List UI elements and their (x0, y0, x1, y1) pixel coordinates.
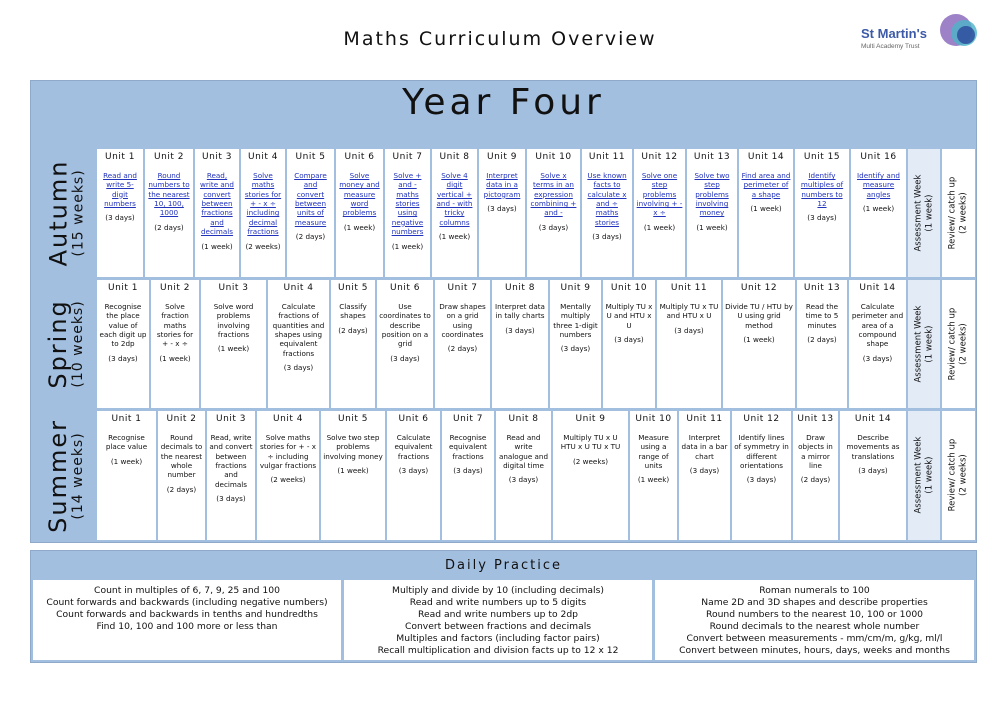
unit-cell (201, 280, 266, 408)
unit-description: Draw objects in a mirror line (798, 433, 833, 471)
unit-label: Unit 6 (344, 152, 375, 162)
unit-duration: (1 week) (637, 475, 670, 485)
unit-duration: (1 week) (343, 222, 376, 232)
unit-description: Multiply TU x U and HTU x U (605, 302, 653, 330)
daily-practice-item: Read and write numbers up to 5 digits (409, 596, 587, 608)
unit-duration: (1 week) (337, 466, 369, 476)
unit-cell (97, 149, 143, 277)
unit-duration: (3 days) (746, 475, 777, 485)
daily-practice-item: Multiply and divide by 10 (including decimals) (392, 585, 604, 596)
unit-cell (377, 280, 433, 408)
unit-description: Recognise the place value of each digit up to 2dp (99, 302, 147, 349)
unit-description: Solve maths stories for + - x ÷ including vulgar fractions (259, 433, 317, 471)
unit-duration: (2 weeks) (270, 475, 306, 485)
unit-description[interactable]: Solve x terms in an expression combining + and - (530, 171, 577, 218)
unit-description[interactable]: Solve two step problems involving money (694, 171, 730, 218)
unit-duration: (1 week) (391, 241, 424, 251)
review-catch-up-cell-label: Review/ catch up (947, 439, 958, 512)
unit-duration: (3 days) (614, 335, 644, 345)
unit-description: Solve fraction maths stories for + - x ÷ (156, 302, 194, 349)
unit-description: Recognise place value (105, 433, 148, 452)
unit-duration: (3 days) (216, 494, 246, 504)
unit-duration: (2 days) (447, 344, 478, 354)
unit-label: Unit 13 (797, 414, 834, 424)
daily-practice-column (33, 580, 341, 660)
unit-cell (435, 280, 490, 408)
unit-description: Draw shapes on a grid using coordinates (439, 302, 486, 340)
review-catch-up-cell-label: Review/ catch up (947, 176, 958, 250)
review-catch-up-cell (942, 411, 975, 540)
unit-cell (158, 411, 205, 540)
unit-duration: (3 days) (592, 232, 622, 242)
term-name: Summer (44, 418, 73, 533)
unit-label: Unit 4 (273, 414, 303, 424)
unit-label: Unit 3 (218, 283, 249, 293)
unit-description: Multiply TU x U HTU x U TU x TU (560, 433, 621, 452)
daily-practice-item: Name 2D and 3D shapes and describe properties (701, 596, 928, 608)
unit-cell (793, 411, 838, 540)
unit-duration: (2 weeks) (572, 456, 609, 466)
unit-label: Unit 12 (641, 152, 678, 162)
review-catch-up-cell (942, 280, 975, 408)
daily-practice-column (655, 580, 974, 660)
daily-practice-item: Count forwards and backwards in tenths and hundredths (56, 608, 318, 620)
unit-cell (849, 280, 906, 408)
unit-duration: (2 days) (338, 325, 368, 335)
unit-label: Unit 3 (216, 414, 246, 424)
unit-description: Read the time to 5 minutes (805, 302, 839, 330)
unit-duration: (3 days) (560, 344, 591, 354)
unit-duration: (2 days) (807, 335, 837, 345)
review-catch-up-cell-text (947, 177, 969, 250)
logo-subtitle: Multi Academy Trust (861, 43, 920, 50)
unit-cell (331, 280, 375, 408)
assessment-week-cell-duration: (1 week) (924, 456, 935, 495)
unit-duration: (3 days) (538, 222, 569, 232)
unit-description[interactable]: Solve + and - maths stories using negative numbers (391, 171, 424, 237)
term-label-text (46, 419, 86, 533)
assessment-week-cell (908, 411, 940, 540)
unit-label: Unit 13 (693, 152, 731, 162)
assessment-week-cell-label: Assessment Week (912, 174, 923, 252)
unit-cell (207, 411, 255, 540)
unit-label: Unit 12 (740, 283, 778, 293)
unit-label: Unit 13 (803, 283, 841, 293)
daily-practice-item: Roman numerals to 100 (759, 585, 870, 596)
unit-label: Unit 2 (160, 283, 190, 293)
unit-duration: (3 days) (487, 204, 517, 214)
unit-label: Unit 2 (166, 414, 197, 424)
unit-duration: (3 days) (283, 363, 314, 373)
page-title: Maths Curriculum Overview (343, 28, 657, 50)
assessment-week-cell-text (913, 306, 935, 383)
unit-description: Round decimals to the nearest whole number (160, 433, 203, 480)
logo-name: St Martin's (861, 26, 927, 41)
unit-description: Measure using a range of units (638, 433, 669, 471)
unit-label: Unit 10 (610, 283, 648, 293)
unit-label: Unit 14 (859, 283, 896, 293)
unit-label: Unit 6 (398, 414, 429, 424)
unit-duration: (2 days) (295, 232, 326, 242)
review-catch-up-cell (942, 149, 975, 277)
unit-cell (479, 149, 525, 277)
unit-duration: (1 week) (643, 222, 676, 232)
term-label (33, 280, 99, 408)
unit-label: Unit 8 (508, 414, 539, 424)
assessment-week-cell-duration: (1 week) (924, 194, 935, 232)
unit-label: Unit 7 (392, 152, 423, 162)
unit-cell (553, 411, 628, 540)
unit-cell (321, 411, 385, 540)
daily-practice-item: Count forwards and backwards (including negative numbers) (46, 596, 328, 608)
unit-description[interactable]: Use known facts to calculate x and ÷ maths stories (587, 171, 627, 227)
unit-label: Unit 9 (575, 414, 606, 424)
unit-description: Identify lines of symmetry in different orientations (734, 433, 789, 471)
term-label (33, 411, 99, 540)
daily-practice-title: Daily Practice (445, 558, 562, 573)
unit-duration: (3 days) (807, 213, 837, 223)
unit-description[interactable]: Solve maths stories for + - x ÷ including decimal fractions (244, 171, 282, 237)
unit-duration: (1 week) (750, 204, 782, 214)
unit-label: Unit 9 (487, 152, 517, 162)
unit-duration: (3 days) (453, 466, 483, 476)
unit-label: Unit 6 (390, 283, 420, 293)
unit-cell (550, 280, 601, 408)
assessment-week-cell-label: Assessment Week (912, 305, 923, 383)
unit-label: Unit 11 (670, 283, 708, 293)
unit-description[interactable]: Read and write 5-digit numbers (103, 171, 137, 209)
unit-cell (687, 149, 737, 277)
unit-duration: (3 days) (398, 466, 429, 476)
daily-practice-item: Convert between fractions and decimals (404, 620, 592, 632)
unit-cell (739, 149, 793, 277)
unit-cell (723, 280, 795, 408)
daily-practice-item: Recall multiplication and division facts up to 12 x 12 (377, 644, 619, 656)
unit-description: Read, write and convert between fractions and decimals (209, 433, 253, 489)
unit-label: Unit 3 (202, 152, 232, 162)
unit-cell (145, 149, 193, 277)
term-label (33, 149, 99, 277)
unit-label: Unit 14 (854, 414, 892, 424)
unit-duration: (3 days) (858, 466, 888, 476)
unit-description: Calculate perimeter and area of a compound shape (851, 302, 904, 349)
unit-cell (603, 280, 655, 408)
unit-description[interactable]: Find area and perimeter of a shape (741, 171, 791, 199)
unit-description: Use coordinates to describe position on a grid (379, 302, 431, 349)
unit-label: Unit 5 (295, 152, 326, 162)
unit-duration: (1 week) (217, 344, 250, 354)
unit-cell (732, 411, 791, 540)
unit-label: Unit 9 (560, 283, 591, 293)
unit-duration: (1 week) (201, 241, 233, 251)
unit-cell (527, 149, 580, 277)
unit-cell (795, 149, 849, 277)
unit-label: Unit 10 (635, 414, 672, 424)
daily-practice-item: Multiples and factors (including factor pairs) (396, 632, 600, 644)
unit-label: Unit 7 (453, 414, 483, 424)
unit-description: Describe movements as translations (846, 433, 900, 461)
unit-description: Calculate equivalent fractions (394, 433, 433, 461)
unit-label: Unit 7 (447, 283, 478, 293)
logo-circle-icon (957, 26, 975, 44)
unit-label: Unit 5 (338, 414, 368, 424)
unit-cell (582, 149, 632, 277)
daily-practice-item: Round decimals to the nearest whole number (709, 620, 920, 632)
unit-label: Unit 1 (105, 152, 135, 162)
unit-duration: (3 days) (862, 353, 893, 363)
assessment-week-cell-text (913, 437, 935, 514)
unit-cell (241, 149, 285, 277)
unit-duration: (1 week) (438, 232, 471, 242)
unit-duration: (3 days) (105, 213, 135, 223)
assessment-week-cell (908, 149, 940, 277)
unit-description[interactable]: Compare and convert between units of measure (294, 171, 327, 227)
unit-cell (492, 280, 548, 408)
assessment-week-cell-duration: (1 week) (924, 325, 935, 363)
unit-duration: (3 days) (390, 353, 420, 363)
unit-duration: (1 week) (110, 456, 143, 466)
unit-cell (336, 149, 383, 277)
unit-label: Unit 10 (535, 152, 572, 162)
unit-description[interactable]: Identify multiples of numbers to 12 (800, 171, 844, 209)
unit-cell (657, 280, 721, 408)
assessment-week-cell-text (913, 175, 935, 252)
unit-cell (442, 411, 494, 540)
unit-duration: (3 days) (505, 325, 535, 335)
unit-description: Read and write analogue and digital time (498, 433, 549, 471)
unit-description: Solve word problems involving fractions (213, 302, 254, 340)
unit-label: Unit 1 (108, 283, 138, 293)
assessment-week-cell (908, 280, 940, 408)
term-label-text (46, 160, 86, 267)
unit-description: Multiply TU x TU and HTU x U (659, 302, 719, 321)
unit-duration: (1 week) (743, 335, 775, 345)
daily-practice-item: Count in multiples of 6, 7, 9, 25 and 100 (94, 585, 280, 596)
unit-description: Mentally multiply three 1-digit numbers (553, 302, 598, 340)
unit-cell (257, 411, 319, 540)
unit-duration: (2 weeks) (245, 241, 281, 251)
unit-description: Calculate fractions of quantities and shapes using equivalent fractions (272, 302, 325, 358)
school-logo (855, 12, 995, 60)
unit-cell (151, 280, 199, 408)
unit-label: Unit 8 (439, 152, 470, 162)
unit-description[interactable]: Solve 4 digit vertical + and - with tricky columns (436, 171, 473, 227)
unit-duration: (3 days) (674, 325, 704, 335)
unit-duration: (2 days) (166, 484, 197, 494)
unit-label: Unit 5 (338, 283, 368, 293)
unit-duration: (2 days) (154, 222, 184, 232)
unit-duration: (1 week) (696, 222, 728, 232)
term-name: Autumn (44, 159, 73, 267)
unit-cell (97, 411, 156, 540)
unit-description[interactable]: Identify and measure angles (857, 171, 900, 199)
unit-description[interactable]: Round numbers to the nearest 10, 100, 1000 (148, 171, 190, 218)
unit-cell (630, 411, 677, 540)
unit-label: Unit 12 (743, 414, 780, 424)
review-catch-up-cell-duration: (2 weeks) (958, 454, 969, 497)
unit-label: Unit 14 (747, 152, 785, 162)
term-weeks: (15 weeks) (70, 169, 87, 257)
unit-cell (840, 411, 906, 540)
unit-label: Unit 4 (283, 283, 314, 293)
unit-label: Unit 1 (111, 414, 142, 424)
unit-description[interactable]: Solve one step problems involving + - x ÷ (636, 171, 683, 218)
unit-duration: (3 days) (508, 475, 539, 485)
unit-description[interactable]: Solve money and measure word problems (339, 171, 380, 218)
unit-description: Divide TU / HTU by U using grid method (725, 302, 793, 330)
unit-label: Unit 8 (505, 283, 535, 293)
unit-duration: (3 days) (108, 353, 138, 363)
unit-cell (268, 280, 329, 408)
unit-description[interactable]: Interpret data in a pictogram (483, 171, 521, 199)
term-weeks: (10 weeks) (70, 300, 87, 388)
unit-description: Recognise equivalent fractions (449, 433, 487, 461)
review-catch-up-cell-duration: (2 weeks) (958, 192, 969, 234)
review-catch-up-cell-text (947, 439, 969, 512)
unit-duration: (1 week) (862, 204, 895, 214)
unit-cell (97, 280, 149, 408)
unit-cell (634, 149, 685, 277)
unit-description[interactable]: Read, write and convert between fractions and decimals (200, 171, 234, 237)
unit-duration: (2 days) (800, 475, 831, 485)
year-title: Year Four (402, 82, 605, 123)
unit-description: Solve two step problems involving money (323, 433, 383, 461)
unit-label: Unit 11 (588, 152, 626, 162)
unit-label: Unit 4 (248, 152, 278, 162)
daily-practice-item: Round numbers to the nearest 10, 100 or 1000 (705, 608, 924, 620)
term-name: Spring (44, 299, 73, 389)
unit-cell (432, 149, 477, 277)
unit-description: Interpret data in tally charts (495, 302, 545, 321)
unit-label: Unit 16 (860, 152, 897, 162)
unit-cell (797, 280, 847, 408)
daily-practice-item: Convert between minutes, hours, days, weeks and months (679, 644, 950, 656)
unit-label: Unit 11 (686, 414, 723, 424)
term-label-text (46, 299, 86, 388)
daily-practice-item: Convert between measurements - mm/cm/m, g/kg, ml/l (686, 632, 943, 644)
review-catch-up-cell-duration: (2 weeks) (958, 323, 969, 365)
assessment-week-cell-label: Assessment Week (912, 437, 923, 514)
term-weeks: (14 weeks) (70, 431, 87, 520)
unit-duration: (3 days) (689, 466, 720, 476)
review-catch-up-cell-text (947, 308, 969, 381)
unit-label: Unit 2 (154, 152, 184, 162)
daily-practice-item: Find 10, 100 and 100 more or less than (96, 620, 278, 632)
unit-cell (496, 411, 551, 540)
unit-cell (851, 149, 906, 277)
unit-description: Classify shapes (339, 302, 367, 321)
unit-cell (679, 411, 730, 540)
review-catch-up-cell-label: Review/ catch up (947, 307, 958, 381)
unit-cell (287, 149, 334, 277)
unit-description: Interpret data in a bar chart (681, 433, 728, 461)
daily-practice-column (344, 580, 652, 660)
unit-cell (385, 149, 430, 277)
unit-cell (195, 149, 239, 277)
daily-practice-item: Read and write numbers up to 2dp (417, 608, 579, 620)
unit-cell (387, 411, 440, 540)
unit-duration: (1 week) (159, 353, 191, 363)
unit-label: Unit 15 (803, 152, 841, 162)
